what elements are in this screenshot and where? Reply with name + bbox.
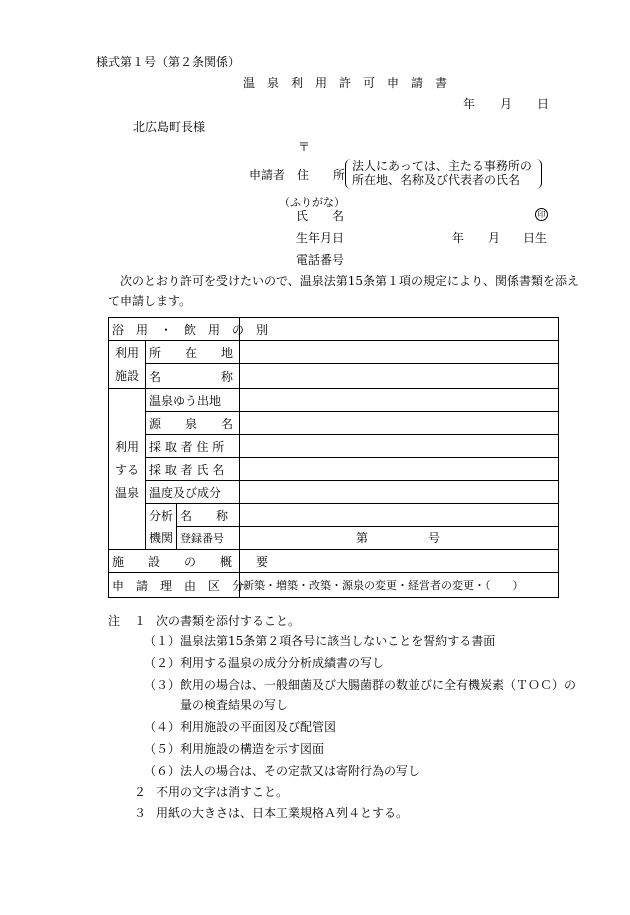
row-facility-outline (109, 550, 559, 573)
note-item-text: 飲用の場合は、一般細菌及び大腸菌群の数並びに全有機炭素（ＴＯＣ）の (180, 678, 577, 692)
seal-mark: 印 (535, 208, 548, 221)
temperature-label: 温度及び成分 (146, 481, 240, 504)
phone-label: 電話番号 (296, 253, 345, 267)
lab-reg-no-label: 登録番号 (177, 527, 240, 550)
birth-day-label: 日生 (523, 231, 548, 245)
reg-no-go: 号 (428, 531, 441, 545)
form-number: 様式第１号（第２条関係） (96, 55, 241, 69)
usage-type-label: 浴 用 ・ 飲 用 の 別 (109, 318, 240, 341)
note-item-number: （１） (144, 634, 181, 648)
facility-location-field[interactable] (240, 341, 559, 364)
collector-address-field[interactable] (240, 435, 559, 458)
row-source-location (109, 389, 559, 412)
row-usage-type (109, 318, 559, 341)
row-facility-name (109, 364, 559, 389)
note-2-number: ２ (134, 785, 147, 799)
source-name-field[interactable] (240, 412, 559, 435)
note-item-3-continued: 量の検査結果の写し (180, 698, 289, 712)
note-label: 注 (108, 614, 121, 628)
facility-outline-label: 施 設 の 概 要 (109, 550, 240, 573)
birth-year-label: 年 (452, 231, 465, 245)
row-collector-name (109, 458, 559, 481)
address-label: 住 所 (297, 168, 346, 182)
reg-no-dai: 第 (356, 531, 369, 545)
collector-name-label: 採 取 者 氏 名 (146, 458, 240, 481)
note-3-number: ３ (134, 806, 147, 820)
row-lab-reg-no (109, 527, 559, 550)
note-2-text: 不用の文字は消すこと。 (156, 785, 289, 799)
corporate-note-bracket (345, 159, 542, 189)
intro-text-line2: て申請します。 (108, 294, 192, 308)
facility-name-label: 名 称 (146, 364, 240, 389)
facility-location-label: 所 在 地 (146, 341, 240, 364)
note-item-text: 利用する温泉の成分分析成績書の写し (180, 656, 385, 670)
name-label: 氏 名 (296, 209, 345, 223)
applicant-label: 申請者 (249, 168, 286, 182)
addressee: 北広島町長様 (133, 120, 206, 134)
facility-name-field[interactable] (240, 364, 559, 389)
note-item-text: 法人の場合は、その定款又は寄附行為の写し (180, 764, 421, 778)
corporate-note-line1: 法人にあっては、主たる事務所の (352, 159, 532, 173)
row-source-name (109, 412, 559, 435)
corporate-note-line2: 所在地、名称及び代表者の氏名 (352, 173, 521, 187)
note-3-text: 用紙の大きさは、日本工業規格Ａ列４とする。 (156, 806, 409, 820)
note-1-text: 次の書類を添付すること。 (156, 614, 301, 628)
spring-group-label-1: 利用 (109, 435, 146, 458)
lab-name-field[interactable] (240, 504, 559, 527)
date-month-label: 月 (500, 97, 513, 111)
note-item-number: （５） (144, 742, 181, 756)
usage-type-field[interactable] (240, 318, 559, 341)
temperature-field[interactable] (240, 481, 559, 504)
spring-group-spacer-2 (109, 504, 146, 527)
collector-address-label: 採 取 者 住 所 (146, 435, 240, 458)
lab-label-2: 機関 (146, 527, 177, 550)
row-reason (109, 573, 559, 598)
note-item-text: 利用施設の構造を示す図面 (180, 742, 325, 756)
row-collector-address (109, 435, 559, 458)
date-day-label: 日 (537, 97, 550, 111)
spring-group-spacer-bottom (109, 527, 146, 550)
lab-label-1: 分析 (146, 504, 177, 527)
birth-month-label: 月 (488, 231, 501, 245)
lab-reg-no-field[interactable] (240, 527, 559, 550)
reason-options[interactable]: 新築・増築・改築・源泉の変更・経営者の変更・（ ） (240, 573, 559, 598)
note-item-number: （４） (144, 720, 181, 734)
furigana-label: （ふりがな） (279, 196, 345, 209)
facility-outline-field[interactable] (240, 550, 559, 573)
note-1-number: １ (134, 614, 147, 628)
facility-group-label-1: 利用 (109, 341, 146, 364)
facility-group-label-2: 施設 (109, 364, 146, 389)
postal-mark: 〒 (298, 140, 311, 154)
row-lab-name (109, 504, 559, 527)
note-item-number: （６） (144, 764, 181, 778)
row-temperature (109, 481, 559, 504)
document-title: 温 泉 利 用 許 可 申 請 書 (243, 76, 448, 90)
lab-name-label: 名 称 (177, 504, 240, 527)
row-facility-location (109, 341, 559, 364)
note-item-number: （３） (144, 678, 181, 692)
note-item-text: 温泉法第15条第２項各号に該当しないことを誓約する書面 (180, 634, 496, 648)
intro-text-line1: 次のとおり許可を受けたいので、温泉法第15条第１項の規定により、関係書類を添え (120, 274, 580, 288)
birth-label: 生年月日 (296, 231, 345, 245)
source-name-label: 源 泉 名 (146, 412, 240, 435)
spring-group-spacer (109, 412, 146, 435)
note-item-text: 利用施設の平面図及び配管図 (180, 720, 337, 734)
date-year-label: 年 (463, 97, 476, 111)
application-table (108, 317, 559, 598)
source-location-field[interactable] (240, 389, 559, 412)
source-location-label: 温泉ゆう出地 (146, 389, 240, 412)
spring-group-label-2: する (109, 458, 146, 481)
spring-group-label-3: 温泉 (109, 481, 146, 504)
spring-group-spacer-top (109, 389, 146, 412)
reason-label: 申 請 理 由 区 分 (109, 573, 240, 598)
collector-name-field[interactable] (240, 458, 559, 481)
note-item-number: （２） (144, 656, 181, 670)
